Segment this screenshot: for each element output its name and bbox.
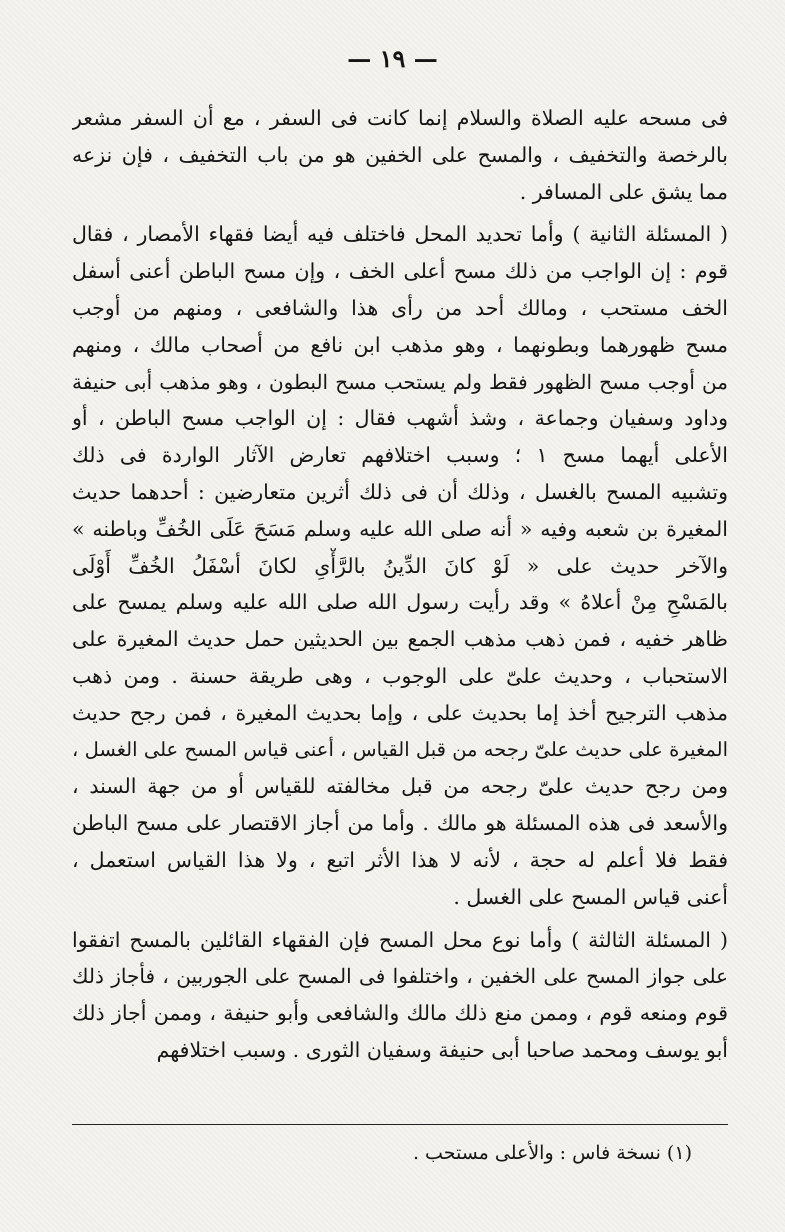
body-text [72, 100, 728, 1069]
text-line: والآخر حديث على « لَوْ كانَ الدِّينُ بالرَّأْىِ لكانَ أسْفَلُ الخُفِّ أَوْلَى [72, 553, 728, 578]
text-line: قوم : إن الواجب من ذلك مسح أعلى الخف ، وإن مسح الباطن أعنى أسفل [72, 259, 728, 284]
text-line: فى مسحه عليه الصلاة والسلام إنما كانت فى السفر ، مع أن السفر مشعر [72, 106, 728, 130]
text-line: ( المسئلة الثالثة ) وأما نوع محل المسح فإن الفقهاء القائلين بالمسح اتفقوا [72, 927, 728, 952]
text-line: ظاهر خفيه ، فمن ذهب مذهب الجمع بين الحديثين حمل حديث المغيرة على [72, 627, 728, 652]
text-line: بالمَسْحِ مِنْ أعلاهُ » وقد رأيت رسول الله صلى الله عليه وسلم يمسح على [72, 590, 728, 615]
text-line: وتشبيه المسح بالغسل ، وذلك أن فى ذلك أثرين متعارضين : أحدهما حديث [72, 479, 728, 504]
text-line: مسح ظهورهما وبطونهما ، وهو مذهب ابن نافع من أصحاب مالك ، ومنهم [72, 332, 728, 357]
text-line: ( المسئلة الثانية ) وأما تحديد المحل فاختلف فيه أيضا فقهاء الأمصار ، فقال [72, 222, 728, 247]
text-line: أعنى قياس المسح على الغسل . [453, 884, 728, 909]
text-line: أبو يوسف ومحمد صاحبا أبى حنيفة وسفيان الثورى . وسبب اختلافهم [156, 1037, 728, 1062]
text-line: بالرخصة والتخفيف ، والمسح على الخفين هو من باب التخفيف ، فإن نزعه [72, 142, 728, 167]
text-line: على جواز المسح على الخفين ، واختلفوا فى المسح على الجوربين ، فأجاز ذلك [72, 964, 728, 989]
text-line: مما يشق على المسافر . [519, 179, 728, 204]
text-line: ومن رجح حديث علىّ رجحه من قبل مخالفته للقياس أو من جهة السند ، [72, 774, 728, 799]
page-number: — ١٩ — [347, 44, 438, 73]
text-line: الخف مستحب ، ومالك أحد من رأى هذا والشافعى ، ومنهم من أوجب [72, 295, 728, 320]
footnote-separator [72, 1124, 728, 1125]
text-line: الأعلى أيهما مسح ١ ؛ وسبب اختلافهم تعارض الآثار الواردة فى ذلك [72, 443, 728, 468]
text-line: الاستحباب ، وحديث علىّ على الوجوب ، وهى طريقة حسنة . ومن ذهب [72, 663, 728, 688]
text-line: فقط فلا أعلم له حجة ، لأنه لا هذا الأثر اتبع ، ولا هذا القياس استعمل ، [72, 847, 728, 872]
text-line: وداود وسفيان وجماعة ، وشذ أشهب فقال : إن الواجب مسح الباطن ، أو [72, 406, 728, 431]
text-line: مذهب الترجيح أخذ إما بحديث على ، وإما بحديث المغيرة ، فمن رجح حديث [72, 700, 728, 725]
text-line: من أوجب مسح الظهور فقط ولم يستحب مسح البطون ، وهو مذهب أبى حنيفة [72, 369, 728, 394]
footnote: (١) نسخة فاس : والأعلى مستحب . [412, 1142, 692, 1164]
text-line: قوم ومنعه قوم ، وممن منع ذلك مالك والشافعى وأبو حنيفة ، وممن أجاز ذلك [72, 1001, 728, 1026]
text-line: والأسعد فى هذه المسئلة هو مالك . وأما من أجاز الاقتصار على مسح الباطن [72, 811, 728, 836]
text-line: المغيرة بن شعبه وفيه « أنه صلى الله عليه وسلم مَسَحَ عَلَى الخُفِّ وباطنه » [72, 516, 728, 541]
text-line: المغيرة على حديث علىّ رجحه من قبل القياس ، أعنى قياس المسح على الغسل ، [72, 737, 728, 761]
